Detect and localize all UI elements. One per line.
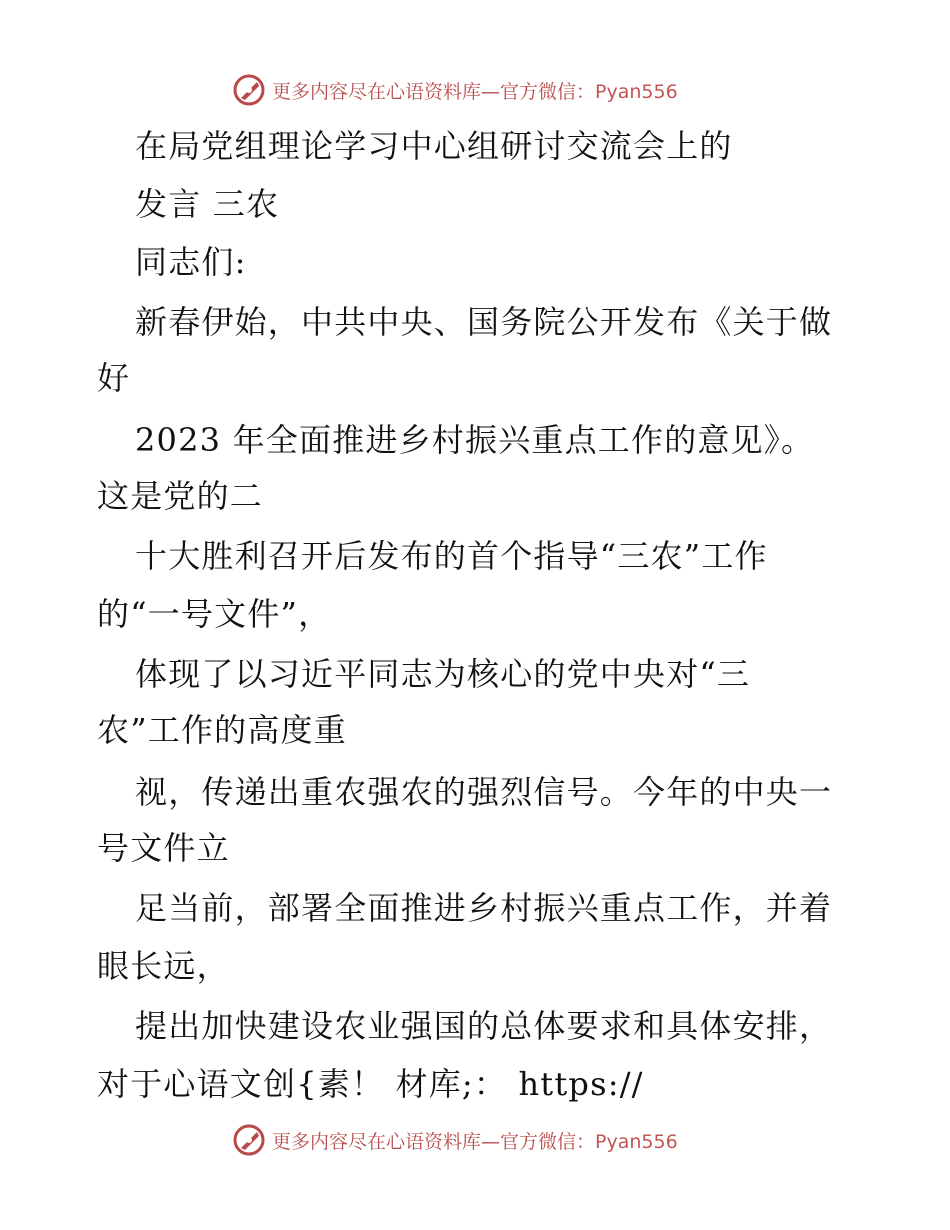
salutation: 同志们: <box>135 243 247 281</box>
quill-logo-icon <box>232 1123 266 1157</box>
paragraph-line: 好 <box>97 359 131 397</box>
paragraph-line: 这是党的二 <box>97 477 264 515</box>
document-title-line-1: 在局党组理论学习中心组研讨交流会上的 <box>135 127 733 165</box>
paragraph-line: 体现了以习近平同志为核心的党中央对“三 <box>135 655 751 693</box>
paragraph-line: 足当前，部署全面推进乡村振兴重点工作，并着 <box>135 889 833 927</box>
paragraph-line: 提出加快建设农业强国的总体要求和具体安排， <box>135 1007 833 1045</box>
paragraph-line: 2023 年全面推进乡村振兴重点工作的意见》。 <box>135 421 815 459</box>
document-title-line-2: 发言 三农 <box>135 185 280 223</box>
header-watermark <box>232 70 678 110</box>
paragraph-line: 号文件立 <box>97 829 230 867</box>
quill-logo-icon <box>232 73 266 107</box>
watermark-text: 更多内容尽在心语资料库—官方微信：Pyan556 <box>272 80 678 103</box>
paragraph-line: 十大胜利召开后发布的首个指导“三农”工作 <box>135 537 768 575</box>
paragraph-line: 新春伊始，中共中央、国务院公开发布《关于做 <box>135 303 833 341</box>
paragraph-line: 眼长远， <box>97 947 230 985</box>
paragraph-line: 对于心语文创{素！ 材库;： https:// <box>97 1065 644 1103</box>
paragraph-line: 农”工作的高度重 <box>97 711 347 749</box>
footer-watermark <box>232 1120 678 1160</box>
watermark-text: 更多内容尽在心语资料库—官方微信：Pyan556 <box>272 1130 678 1153</box>
paragraph-line: 视，传递出重农强农的强烈信号。今年的中央一 <box>135 773 833 811</box>
paragraph-line: 的“一号文件”， <box>97 595 332 633</box>
